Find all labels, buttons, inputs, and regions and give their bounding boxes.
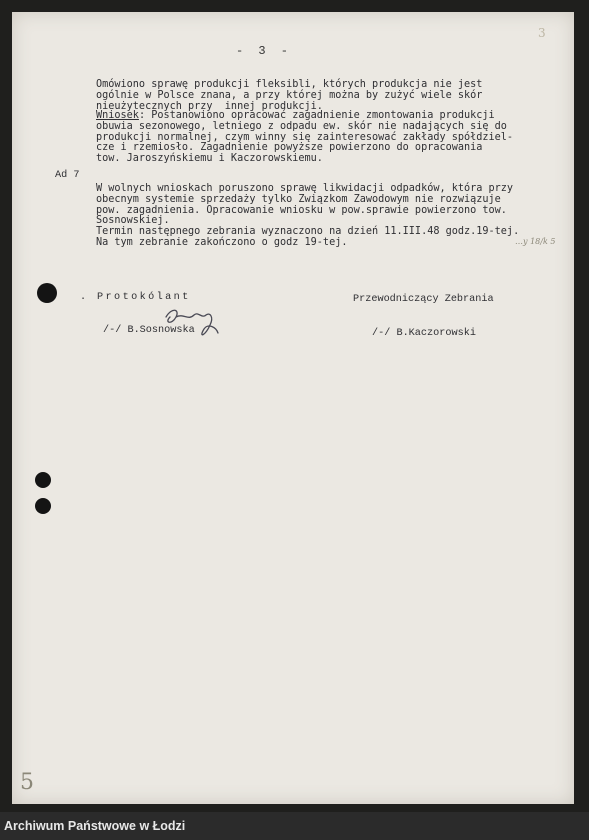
punch-hole xyxy=(37,283,57,303)
wniosek-first-line: : Postanowiono opracować zagadnienie zmontowania produkcji xyxy=(138,110,495,121)
recorder-title: . Protokólant xyxy=(80,292,191,303)
paragraph-wniosek xyxy=(96,111,574,165)
punch-hole xyxy=(35,498,51,514)
pencil-page-mark: 3 xyxy=(538,26,546,40)
wniosek-label: Wniosek xyxy=(96,110,139,121)
page-number: - 3 - xyxy=(236,44,293,58)
chairman-title: Przewodniczący Zebrania xyxy=(353,294,494,305)
recorder-name: /-/ B.Sosnowska xyxy=(103,325,195,336)
handwritten-signature-icon xyxy=(158,303,224,343)
paragraph-wolne-wnioski: W wolnych wnioskach poruszono sprawę likwidacji odpadków, która przy obecnym systemie sprzedaży tylko Związkom Zawodowym nie rozwiązuje pow. zagadnienia. Opracowanie wniosku w pow.sprawie powierzono tow. Sosnowskiej. Termin następnego zebrania wyznaczono na dzień 11.III.48 godz.19-tej. Na tym zebranie zakończono o godz 19-tej. xyxy=(96,183,520,248)
archive-footer: Archiwum Państwowe w Łodzi xyxy=(0,812,589,840)
agenda-item-label: Ad 7 xyxy=(55,170,80,181)
pencil-annotation: …y 18/k 5 xyxy=(515,237,556,246)
pencil-page-number: 5 xyxy=(20,770,34,795)
chairman-name: /-/ B.Kaczorowski xyxy=(372,328,476,339)
wniosek-rest: obuwia sezonowego, letniego z odpadu ew. skór nie nadających się do produkcji normalnej, czym winny się zainteresować zakłady spółdziel- cze i rzemiosło. Zagadnienie powyższe powierzono do opracowania tow. Jaroszyńskiemu i Kaczorowskiemu. xyxy=(96,120,514,165)
punch-hole xyxy=(35,472,51,488)
paragraph-fleksible: Omówiono sprawę produkcji fleksibli, których produkcja nie jest ogólnie w Polsce znana, a przy której można by zużyć wiele skór nieużytecznych przy innej produkcji. xyxy=(96,79,483,112)
